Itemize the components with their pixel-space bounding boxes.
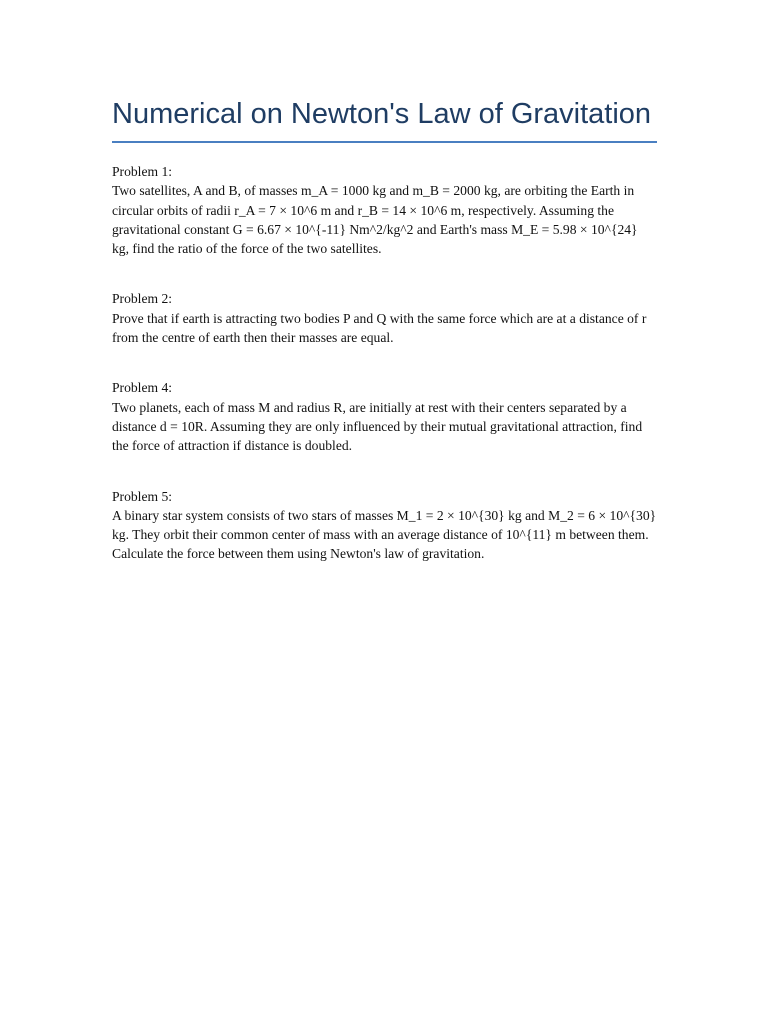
problem-text: Prove that if earth is attracting two bodies P and Q with the same force which are at a distance of r from the centre of earth then their masses are equal. [112,310,647,346]
problem-label: Problem 5: [112,488,173,504]
problem-1 [112,162,657,258]
document-title: Numerical on Newton's Law of Gravitation [112,98,652,130]
problem-text: Two satellites, A and B, of masses m_A = 1000 kg and m_B = 2000 kg, are orbiting the Earth in circular orbits of radii r_A = 7 × 10^6 m and r_B = 14 × 10^6 m, respectively. Assuming the gravitational constant G = 6.67 × 10^{-11} Nm^2/kg^2 and Earth's mass M_E = 5.98 × 10^{24} kg, find the ratio of the force of the two satellites. [112,183,638,257]
problem-2 [112,289,657,347]
problem-5 [112,487,657,564]
problem-label: Problem 4: [112,380,173,396]
problem-text: Two planets, each of mass M and radius R, are initially at rest with their centers separated by a distance d = 10R. Assuming they are only influenced by their mutual gravitational attraction, find the force of attraction if distance is doubled. [112,399,643,454]
problem-text: A binary star system consists of two stars of masses M_1 = 2 × 10^{30} kg and M_2 = 6 × 10^{30} kg. They orbit their common center of mass with an average distance of 10^{11} m between them. Calculate the force between them using Newton's law of gravitation. [112,507,657,562]
title-underline [112,141,657,143]
problem-4 [112,378,657,455]
problem-label: Problem 2: [112,291,173,307]
problem-label: Problem 1: [112,164,173,179]
document-page [112,94,657,564]
